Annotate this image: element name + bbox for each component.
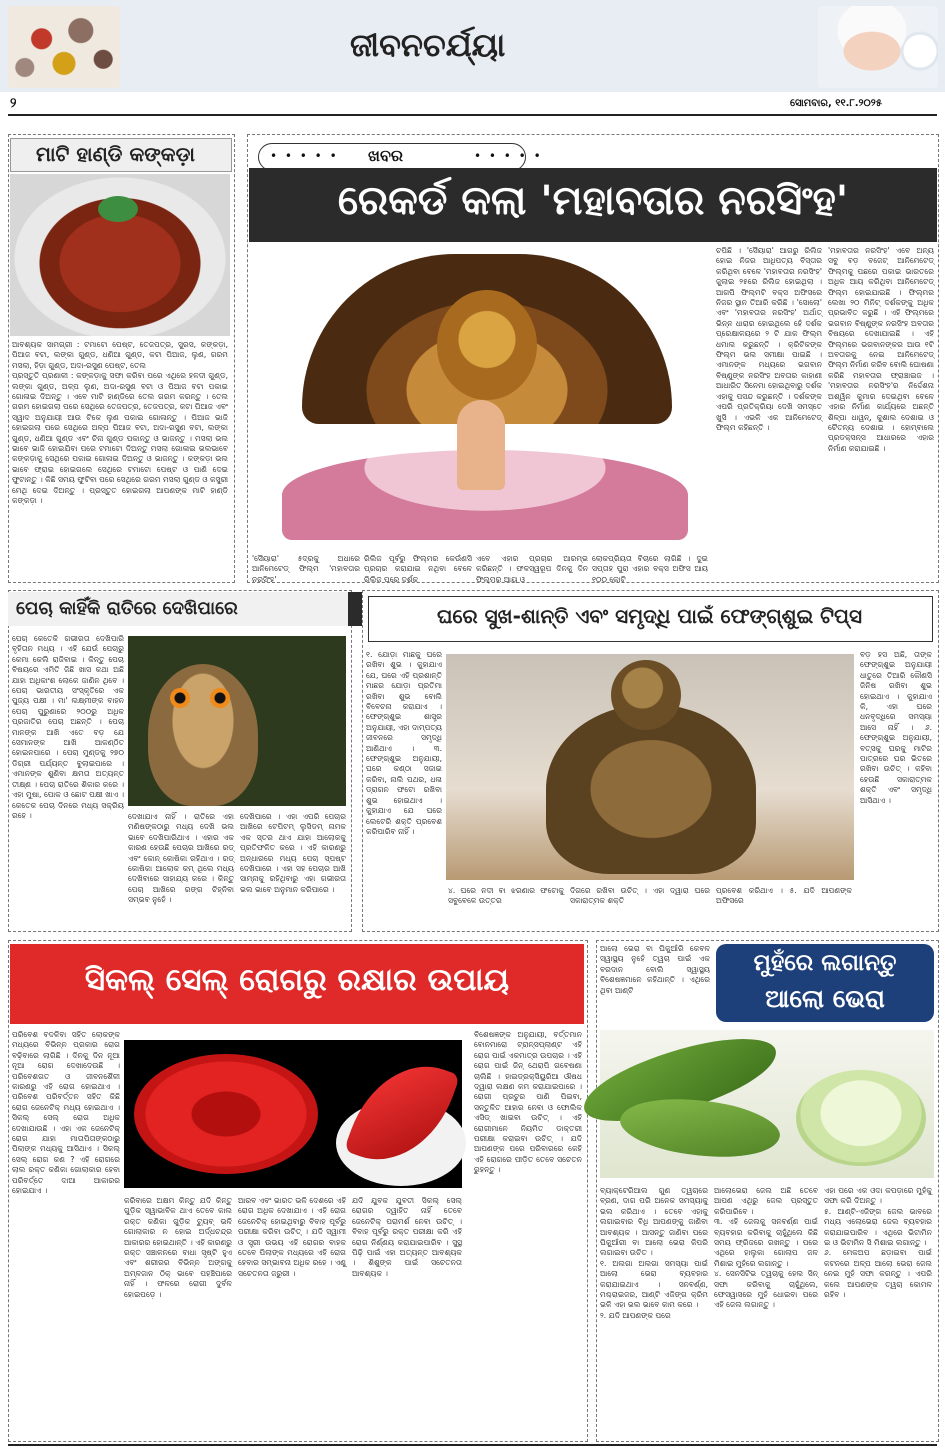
aloe-vera-image — [600, 1030, 934, 1178]
news-col-right-b: 'ମହାବତାର ନରସିଂହ' ଏବେ ଅନ୍ୟ ସବୁ ବଡ଼ ବଜେଟ୍ ଆନିମେଟେଡ୍ ଫିଲ୍ମକୁ ପଛରେ ପକାଇ ଭାରତରେ ଅଧିକ ଆୟ କରିଥିବା ଆନିମେଟେଡ୍ ଫିଲ୍ମ ହୋଇଯାଇଛି । ଫିଲ୍ମର ଲେଖା ୨୦ ମିନିଟ୍ ଦର୍ଶକଙ୍କୁ ଅଧିକ ପ୍ରଭାବିତ କରୁଛି । ଏହି ଫିଲ୍ମରେ ଭଗବାନ ବିଷ୍ଣୁଙ୍କ ନରସିଂହ ଅବତାର ବିଷୟରେ ଦେଖାଯାଇଛି । ଏହି ଫିଲ୍ମରେ ଭଗବାନଙ୍କର ଆଉ ୧ଟି ଅବତାରକୁ ନେଇ ଆନିମେଟେଡ୍ ଫିଲ୍ମ ନିର୍ମାଣ କରିବ ବୋଲି ଘୋଷଣା କରିଛି ମହାବତାର ଫ୍ରାଞ୍ଚାଇଜ । 'ମହାବତାର ନରସିଂହ'ର ନିର୍ଦ୍ଦେଶନା ଅଶ୍ୱିନ କୁମାର ଦେଇଥିବା ବେଳେ ଏହାର ନିର୍ମାଣ କାର୍ଯ୍ୟରେ ଅଛନ୍ତି ଶିଳ୍ପା ଧାୱନ୍, କୁଶାଲ ଦେଶାଇ ଓ ଚୈତନ୍ୟ ଦେଶାଇ । ହୋମ୍ବାଲେ ପ୍ରଡକ୍ସନ୍ସ ଆଧାରରେ ଏହାର ନିର୍ମାଣ କରାଯାଇଛି । — [828, 246, 934, 453]
aloe-col-3: ଏହା ପରେ ଏକ ଓଦା କପଡ଼ାରେ ମୁହଁକୁ ସଫା କରି ଦିଅନ୍ତୁ । ୫. ଆଣ୍ଟି-ଏଜିଙ୍ଗ ଜେଲ ଭାବରେ ମଧ୍ୟ ଏଲୋଭେରା ଜେଲ ବ୍ୟବହାର କରାଯାଇପାରିବ । ଏଥିରେ ଭିଟାମିନ ଇ ଓ ଭିଟାମିନ ସି ମିଶାଇ ଲଗାନ୍ତୁ । ୬. ମେକଅପ ଛଡ଼ାଇବା ପାଇଁ କଟନରେ ଅଳ୍ପ ଆଲୋ ଭେରା ଜେଲ ନେଇ ମୁହଁ ସଫା କରନ୍ତୁ । ଏପରି କଲେ ଆପଣଙ୍କ ତ୍ୱଚା କୋମଳ ରହିବ । — [824, 1186, 932, 1300]
sickle-col-4: ଯଦି ଯୁବକ ଯୁବତୀ ସିକଲ୍ ସେଲ୍ ରୋଗର ଦ୍ୱାହିତ ନାହିଁ ତେବେ ଜେନେଟିକ୍ ପରାମର୍ଶ ନେବା ଉଚିତ୍ । ବିବାହ ପୂର୍ବରୁ ରକ୍ତ ପରୀକ୍ଷା କରି ଏହି ରୋଗ ନିର୍ଣ୍ଣୟ କରାଯାଇପାରିବ । ସୁସ୍ଥ ପିଢ଼ି ପାଇଁ ଏହା ଅତ୍ୟନ୍ତ ଆବଶ୍ୟକ । ଶିଶୁଙ୍କ ପାଇଁ ସଚେତନତା ଆବଶ୍ୟକ । — [352, 1196, 462, 1278]
news-kicker-dots-left: • • • • • — [270, 149, 339, 163]
masthead-title: ଜୀବନଚର୍ଯ୍ୟା — [350, 26, 506, 64]
recipe-heading: ମାଟି ହାଣ୍ଡି କଙ୍କଡ଼ା — [36, 142, 195, 166]
owl-eye-left — [170, 688, 190, 708]
sickle-heading: ସିକଲ୍ ସେଲ୍ ରୋଗରୁ ରକ୍ଷାର ଉପାୟ — [84, 962, 510, 998]
fengshui-heading: ଘରେ ସୁଖ-ଶାନ୍ତି ଏବଂ ସମୃଦ୍ଧି ପାଇଁ ଫେଙ୍ଗ୍‌ଶୁଇ ଟିପ୍ସ — [436, 604, 863, 628]
crab-garnish — [98, 196, 138, 222]
red-blood-cells-image — [124, 1040, 462, 1188]
owl-col-3: ଦେଖିପାରେ । ଏହା ଏପରି ପେଚାର ଆଖିରେ ଟେପିଟମ୍ ଲୁସିଡମ୍ ନାମକ ଏକ ସ୍ତର ଥାଏ ଯାହା ଆଲୋକକୁ ପ୍ରତିଫଳିତ କରେ । ଏହି କାରଣରୁ ଅନ୍ଧାରରେ ମଧ୍ୟ ପେଚା ସ୍ପଷ୍ଟ ଦେଖିପାରେ । ଏହା ସହ ପେଚାର ଆଖି ସାମ୍ନାକୁ ରହିଥିବାରୁ ଏହା ଗଭୀରତା ଭଲ ଭାବେ ଅନୁମାନ କରିପାରେ । — [240, 812, 346, 894]
buddha-head — [611, 660, 681, 730]
sickle-col-2: କରିବାରେ ଅକ୍ଷମ କିନ୍ତୁ ଯଦି କିନ୍ତୁ ଗୁଡ଼ିକ ସ୍ୱାଭାବିକ ଥାଏ ତେବେ କାଲ ରକ୍ତ କଣିକା ଗୁଡ଼ିକ ଟ୍ୟୁବ୍ ଭଳି ଗୋଲାକାର ନ ହୋଇ ଅର୍ଦ୍ଧଚନ୍ଦ୍ର ଆକାରର ହୋଇଥାନ୍ତି । ଏହି କାରଣରୁ ରକ୍ତ ସଞ୍ଚାଳନରେ ବାଧା ସୃଷ୍ଟି ହୁଏ ଏବଂ ଶରୀରର ବିଭିନ୍ନ ଅଙ୍ଗକୁ ଅମ୍ଳଜାନ ଠିକ୍ ଭାବେ ପହଞ୍ଚିପାରେ ନାହିଁ । ଫଳରେ ରୋଗୀ ଦୁର୍ବଳ ହୋଇପଡ଼େ । — [124, 1196, 232, 1299]
fengshui-right-col: ବଡ଼ ହସ ଅଛି, ତାଙ୍କ ଫେଙ୍ଗ୍‌ଶୁଇ ଅନୁଯାୟୀ ଧାତୁରେ ତିଆରି କୌଣସି ଜିନିଷ ରଖିବା ଶୁଭ ହୋଇଥାଏ । କୁହାଯାଏ କି, ଏହା ଘରେ ଧନବୃଦ୍ଧିରେ ସମସ୍ୟା ଆସେ ନାହିଁ । ୬. ଫେଙ୍ଗ୍‌ଶୁଇ ଅନୁଯାୟୀ, ବତ୍ସକୁ ଘରକୁ ମାଟିର ପାତ୍ରରେ ଘର ଭିତରେ ରଖିବା ଉଚିତ୍ । କହିବା ହେଉଛି ସକାରାତ୍ମକ ଶକ୍ତି ଏବଂ ସମୃଦ୍ଧି ଆସିଥାଏ । — [860, 650, 932, 805]
news-col-right-a: ଚପିଛି । 'ସୈୟାରା' ଆଗରୁ ରିଲିଜ ହୋଇ ନିଜର ଆଧିପତ୍ୟ ବିସ୍ତାର କରିଥିବା ବେଳେ 'ମହାବତାର ନରସିଂହ' ଜୁଲାଇ ୨୫ରେ ରିଲିଜ ହୋଇଥିଲା । ଆଗପି ଫିଲ୍ମଟି ବକ୍ସ ଅଫିସରେ ନିଜର ସ୍ଥାନ ତିଆରି କରିଛି । 'ସୋଲୋ' ଏବଂ 'ମହାବତାର ନରସିଂହ' ଅର୍ଥାତ୍ ଭିନ୍ନ ଧାରାର ହୋଇଥିଲେ ହେଁ ଦର୍ଶକ ପ୍ରେକ୍ଷାଳୟରେ ୨ ଟି ଯାକ ଫିଲ୍ମ ଧମାଲ କରୁଛନ୍ତି । କ୍ରିଟିକଙ୍କ ଫିଲ୍ମ ଭଲ ସମୀକ୍ଷା ପାଇଛି । ଏମାନଙ୍କ ମଧ୍ୟରେ ଭଗବାନ ବିଷ୍ଣୁଙ୍କ ନରସିଂହ ଅବତାର କାହାଣୀ ଆଧାରିତ ସିନେମା ହୋଇଥିବାରୁ ଦର୍ଶକ ଏହାକୁ ପସନ୍ଦ କରୁଛନ୍ତି । ଦର୍ଶକଙ୍କ ଏପରି ପ୍ରତିକ୍ରିୟା ଦେଖି ସମସ୍ତେ ଖୁସି । ଏଭଳି ଏକ ଆନିମେଟେଡ୍ ଫିଲ୍ମ କହିଛନ୍ତି । — [716, 246, 822, 432]
normal-blood-cell — [134, 1054, 318, 1174]
owl-heading: ପେଚା କାହିଁକି ରାତିରେ ଦେଖିପାରେ — [16, 598, 238, 619]
sickle-col-3: ଆରବ ଏବଂ ଭାରତ ଭଳି ଦେଶରେ ଏହି ରୋଗ ଅଧିକ ଦେଖାଯାଏ । ଏହି ରୋଗ ଜେନେଟିକ୍ ହୋଇଥିବାରୁ ବିବାହ ପୂର୍ବରୁ ପରୀକ୍ଷା କରିବା ଉଚିତ୍ । ଯଦି ସ୍ୱାମୀ ଓ ସ୍ତ୍ରୀ ଉଭୟ ଏହି ରୋଗର ବାହକ ତେବେ ପିଲାଙ୍କ ମଧ୍ୟରେ ଏହି ରୋଗ ହେବାର ସମ୍ଭାବନା ଅଧିକ ରହେ । ଏଣୁ ସଚେତନତା ଜରୁରୀ । — [238, 1196, 346, 1278]
masthead-rule — [8, 114, 937, 116]
news-bottom-col-2: ରିଲିଜ ପୂର୍ବରୁ ଫିଲ୍ମର କେଉଁଣସି ପ୍ରଚାର କରାଯାଇ ନଥିବା ବେଳେ ରିଲିଜ ପରେ ଦର୍ଶକ — [364, 554, 472, 584]
prahlad-figure — [457, 400, 505, 490]
masthead-face-image — [818, 6, 938, 88]
footer-rule — [8, 1444, 937, 1446]
recipe-text: ଆବଶ୍ୟକ ସାମଗ୍ରୀ : ଟମାଟୋ ପେଷ୍ଟ, ତେଜପତ୍ର, ସୁରସ, କଙ୍କଡ଼ା, ପିଆଜ ବଟା, ଲଙ୍କା ଗୁଣ୍ଡ, ଧଣିଆ ଗୁଣ୍ଡ, କଟା ପିଆଜ, ଲୁଣ, ଗରମ ମସଲା, ହିଡ଼ା ଗୁଣ୍ଡ, ଅଦା-ରସୁଣ ପେଷ୍ଟ, ତେଲ ପ୍ରସ୍ତୁତି ପ୍ରଣାଳୀ : କଙ୍କଡ଼ାକୁ ସଫା କରିବା ପରେ ଏଥିରେ ହଳଦୀ ଗୁଣ୍ଡ, ଲଙ୍କା ଗୁଣ୍ଡ, ଅଳ୍ପ ଲୁଣ, ଅଦା-ରସୁଣ ବଟା ଓ ପିଆଜ ବଟା ପକାଇ ଗୋଳାଇ ଦିଅନ୍ତୁ । ଏବେ ମାଟି ହାଣ୍ଡିରେ ତେଲ ଗରମ କରନ୍ତୁ । ତେଲ ଗରମ ହୋଇଗଲା ପରେ ସେଥିରେ ତେଜପତ୍ର, ତେଜପତ୍ର, କଟା ପିଆଜ ଏବଂ ସ୍ୱାଦ ଅନୁଯାୟୀ ଆଉ ଟିକେ ଲୁଣ ପକାଇ ଗୋଳାନ୍ତୁ । ପିଆଜ ଭାଜି ହୋଇଗଲା ପରେ ସେଥିରେ ଅଳ୍ପ ପିଆଜ ବଟା, ଅଦା-ରସୁଣ ବଟା, ଲଙ୍କା ଗୁଣ୍ଡ, ଧଣିଆ ଗୁଣ୍ଡ ଏବଂ ଚିନା ଗୁଣ୍ଡ ପକାନ୍ତୁ ଓ ଭାଜନ୍ତୁ । ମସଲା ଭଲ ଭାବେ ଭାଜି ହୋଇଯିବା ପରେ ଟମାଟୋ ଦିଅନ୍ତୁ ମସଲା ଗୋଳାଇ ଭଲଭାବେ କଙ୍କଡ଼ାକୁ ସେଥିରେ ପକାଇ ଗୋଳାଇ ଦିଅନ୍ତୁ ଓ ଭାଜନ୍ତୁ । କଙ୍କଡ଼ା ଭଲ ଭାବେ ଫ୍ରାଇ ହୋଇଗଲେ ସେଥିରେ ଟମାଟୋ ପେଷ୍ଟ ଓ ପାଣି ଦେଇ ଫୁଟାନ୍ତୁ । କିଛି ସମୟ ଫୁଟିବା ପରେ ସେଥିରେ ଗରମ ମସଲା ଗୁଣ୍ଡ ଓ କସୁରୀ ମେଥି ଦେଇ ଦିଅନ୍ତୁ । ପ୍ରସ୍ତୁତ ହୋଇଗଲା ଆପଣଙ୍କ ମାଟି ହାଣ୍ଡି କଙ୍କଡ଼ା । — [12, 340, 228, 506]
aloe-heading-line1: ମୁହଁରେ ଲଗାନ୍ତୁ — [753, 950, 897, 976]
news-kicker: ଖବର — [368, 146, 404, 165]
fengshui-bottom-2: ଦିଗରେ ରଖିବା ଉଚିତ୍ । ଏହା ଦ୍ୱାରା ଘରେ ସକାରାତ୍ମକ ଶକ୍ତି — [570, 886, 710, 906]
owl-body — [148, 664, 258, 806]
owl-eye-right — [210, 688, 230, 708]
owl-image — [128, 636, 346, 806]
page-date: ସୋମବାର, ୧୧.୮.୨୦୨୫ — [790, 98, 882, 109]
news-headline: ରେକର୍ଡ କଲା 'ମହାବତାର ନରସିଂହ' — [337, 178, 849, 224]
sickle-col-5: ବିଶେଷଜ୍ଞଙ୍କ ଅନୁଯାୟୀ, ବର୍ତ୍ତମାନ ବୋନମାରୋ ଟ୍ରାନ୍ସପ୍ଲାଣ୍ଟ ଏହି ରୋଗ ପାଇଁ ଏକମାତ୍ର ଉପଚାର । ଏହି ରୋଗ ପାଇଁ ଜିନ୍ ଥେରାପି ଗବେଷଣା ଚାଲିଛି । ହାଇଡ୍ରକ୍ସିୟୁରିଆ ଔଷଧ ଦ୍ୱାରା ଲକ୍ଷଣ କମ କରାଯାଇପାରେ । ରୋଗୀ ପ୍ରଚୁର ପାଣି ପିଇବା, ସନ୍ତୁଳିତ ଆହାର ନେବା ଓ ଫୋଲିକ ଏସିଡ୍ ଖାଇବା ଉଚିତ୍ । ଏହି ରୋଗୀମାନେ ନିୟମିତ ଡାକ୍ତରୀ ପରୀକ୍ଷା କରାଇବା ଉଚିତ୍ । ଯଦି ଆପଣଙ୍କ ପରେ ପରିବାରରେ କେହି ଏହି ରୋଗରେ ପୀଡ଼ିତ ତେବେ ସଚେତନ ରୁହନ୍ତୁ । — [474, 1030, 582, 1175]
aloe-col-2: ଆଲୋଭେରା ଜେଲ ଅଛି ତେବେ ଆପଣ ଏଥିରୁ ଜେଲ ପ୍ରସ୍ତୁତ କରିପାରିବେ । ୩. ଏହି ଜେଲକୁ ସନବର୍ଣ୍ଣ ପାଇଁ ବ୍ୟବହାର କରିବାକୁ ଚାହୁଁଥିଲେ କିଛି ସମୟ ଫ୍ରିଜରେ ରଖନ୍ତୁ । ପରେ ଏଥିରେ ହାଲୁକା ଗୋଲାପ ଜଳ ମିଶାଇ ମୁହଁରେ ଲଗାନ୍ତୁ । ୪. ସେନସିଟିଭ ତ୍ୱଚାକୁ ହେଲ ସିନ୍ ସଫା କରିବାକୁ ଚାହୁଁଥିଲେ, ଫେସୱାସରେ ମୁହଁ ଧୋଇବା ପରେ ଏହି ଜେଲ ଲଗାନ୍ତୁ । — [714, 1186, 818, 1310]
aloe-heading-line2: ଆଲୋ ଭେରା — [765, 984, 885, 1013]
news-kicker-dots-right: • • • • • — [474, 149, 543, 163]
owl-col-2: ଦେଖାଯାଏ ନାହିଁ । ରାତିରେ ଏହା ମଣିଷଙ୍କଠାରୁ ମଧ୍ୟ ଦେଖି ଭଲ ଭାବେ ଦେଖିପାରିଥାଏ । ଏହାର ଏକ କାରଣ ହେଉଛି ପେଚାର ଆଖିରେ ରଡ୍ ଏବଂ କୋନ୍ କୋଷିକା ରହିଥାଏ । ରଡ୍ କୋଷିକା ଆଲୋକ କମ୍ ଥିଲେ ମଧ୍ୟ ଦେଖିବାରେ ସାହାଯ୍ୟ କରେ । କିନ୍ତୁ ପେଚା ଆଖିରେ ରଙ୍ଗ ଚିହ୍ନିବା ସମ୍ଭବ ନୁହେଁ । — [128, 812, 234, 905]
laughing-buddha-image — [446, 654, 854, 880]
aloe-intro: ଆଲୋ ଭେରା ବା ଘିକୁଆଁରି କେବଳ ସ୍ୱାସ୍ଥ୍ୟ ନୁହେଁ ତ୍ୱଚା ପାଇଁ ଏକ ବରଦାନ ବୋଲି ସ୍ୱାସ୍ଥ୍ୟ ବିଶେଷଜ୍ଞମାନେ କହିଥାନ୍ତି । ଏଥିରେ ଥିବା ଆଣ୍ଟି — [600, 944, 710, 995]
fengshui-bottom-1: ୪. ଘରେ ନଦୀ ବା ଝରଣାର ଫଟୋକୁ ସବୁବେଳେ ଉତ୍ତର — [448, 886, 564, 906]
aloe-col-1: ବ୍ୟାକ୍ଟେରିଆଲ ଗୁଣ ତ୍ୱଚାରେ ବ୍ରଣ, ଦାଗ ପରି ଅନେକ ସମସ୍ୟାକୁ ଭଲ କରିଥାଏ । ତେବେ ଏହାକୁ ଲଗାଇବାର ବିଧି ଆପଣଙ୍କୁ ଜାଣିବା ଆବଶ୍ୟକ । ଆସନ୍ତୁ ଜାଣିବା ପରେ ଘିକୁଆଁରୀ ବା ଆଲୋ ଭେରା କିପରି ଲଗାଇବା ଉଚିତ । ୧. ଅଲଗା ଅଲଗା ସମସ୍ୟା ପାଇଁ ଆଲୋ ଭେରା ବ୍ୟବହାର କରାଯାଇଥାଏ । ସନବର୍ଣ୍ଣ, ମଶ୍ଚରାଇଜର, ଆଣ୍ଟି ଏଜିଙ୍ଗ କ୍ରିମ ଭଳି ଏହା ଭଲ ଭାବେ କାମ କରେ । ୨. ଯଦି ଆପଣଙ୍କ ପରେ — [600, 1186, 708, 1320]
lion-face — [437, 290, 537, 400]
fengshui-bottom-3: ପ୍ରବେଶ କରିଥାଏ । ୫. ଯଦି ଆପଣଙ୍କ ଅଫିସରେ — [716, 886, 852, 906]
narsimha-film-image — [262, 250, 708, 550]
page-number: ୨ — [10, 96, 17, 111]
news-bottom-col-1: 'ସୈୟାରା' ୫ଦ୍ରକୁ ଅଧାରେ ଆନିମେଟେଡ୍ ଫିଲ୍ମ 'ମହାବତାର ନରସିଂହ' — [252, 554, 360, 584]
fengshui-left-col: ୧. ଯୋଡ଼ା ମାଛକୁ ଘରେ ରଖିବା ଶୁଭ । କୁହାଯାଏ ଯେ, ଘରେ ଏହି ପ୍ରଶାନ୍ତି ମାଛର ଯୋଡ଼ା ପ୍ରତିମା ରଖିବା ଶୁଭ ବୋଲି ବିବେଚନା କରାଯାଏ । ଫେଙ୍ଗ୍‌ଶୁଇ ଶାସ୍ତ୍ର ଅନୁଯାୟୀ, ଏହା ଦାମ୍ପତ୍ୟ ଜୀବନରେ ସମୃଦ୍ଧି ଆଣିଥାଏ । ୩. ଫେଙ୍ଗ୍‌ଶୁଇ ଅନୁଯାୟୀ, ଘରେ କଣ୍ଠା ସଜାଇ କରିବା, ନାଲି ପଥର, ଧଳା ଡ୍ରାଗନ ଫଟୋ ରଖିବା ଶୁଭ ହୋଇଥାଏ । କୁହାଯାଏ ଯେ ଘରେ ଲେଟେରି ଶକ୍ତି ପ୍ରବେଶ କରିପାରିବ ନାହିଁ । — [366, 650, 442, 836]
news-bottom-col-4: ଲୋକପ୍ରିୟତା ବିଚାରେ ଲାଗିଛି । ଦୁଇ ସପ୍ତାହ ପୁରା ଏହାର ବକ୍ସ ଅଫିସ ଆୟ ୧୦୦ କୋଟି — [592, 554, 708, 584]
sickle-col-1: ପରିବେଶ ବଦଳିବା ସହିତ ଲୋକଙ୍କ ମଧ୍ୟରେ ବିଭିନ୍ନ ପ୍ରକାର ରୋଗ ବଢ଼ିବାରେ ଲାଗିଛି । ଦିନକୁ ଦିନ ନୂଆ ନୂଆ ରୋଗ ଦେଖାଦେଉଛି । ପରିବେଶଗତ ଓ ଜୀବନଶୈଳୀ କାରଣରୁ ଏହି ରୋଗ ହୋଇଥାଏ । ପରିବେଶ ପରିବର୍ତ୍ତନ ସହିତ କିଛି ରୋଗ ଜେନେଟିକ୍ ମଧ୍ୟ ହୋଇଥାଏ । ସିକଲ୍ ସେଲ୍ ରୋଗ ଅଧିକ ଦେଖାଯାଉଛି । ଏହା ଏକ ଜେନେଟିକ୍ ରୋଗ ଯାହା ମାତାପିତାଙ୍କଠାରୁ ପିଲାଙ୍କ ମଧ୍ୟକୁ ଆସିଥାଏ । ସିକଲ୍ ସେଲ୍ ରୋଗ କଣ ? ଏହି ରୋଗରେ ଲାଲ ରକ୍ତ କଣିକା ଗୋଲାକାର ହେବା ପରିବର୍ତ୍ତେ ଦାଆ ଆକାରର ହୋଇଯାଏ । — [12, 1030, 120, 1196]
news-bottom-col-3: ଏବେ ଏହାର ପ୍ରଚାର ଆରମ୍ଭ କରିଛନ୍ତି । ଫଳସ୍ୱରୂପ ଦିନକୁ ଦିନ ଫିଲ୍ମର ଆୟ ଓ — [476, 554, 588, 584]
masthead-spices-image — [8, 6, 120, 88]
aloe-gel-bowl — [796, 1070, 926, 1166]
owl-col-1: ପେଚା କେତେକି ଗଭୀରତା ଦେଖିପାରି ବୃହିତାନ ମଧ୍ୟ । ଏହି ଯେଉଁ ପେଚାରୁ କେମା କେଲି ରାଜିବାଇ । କିନ୍ତୁ ପେଚା ବିଷୟରେ ଏମିତି ଜିଛି ଖାସ କଥା ଅଛି ଯାହା ଅଧିକାଂଶ ଲୋକେ ଜାଣିନ ଥିବେ । ପେଚା ଭାରତୀୟ ସଂସ୍କୃତିରେ ଏକ ପୁଜ୍ୟ ପକ୍ଷୀ । ମା' ଲକ୍ଷ୍ମୀଙ୍କ ବାହନ ପେଚା ପୁରୁଣାରେ ୨୦୦ରୁ ଅଧିକ ପ୍ରଜାତିର ପେଚା ଅଛନ୍ତି । ପେଚା ମାନଙ୍କ ଆଖି ଏତେ ବଡ଼ ଯେ ସେମାନଙ୍କ ଆଖି ଆକଣ୍ଠିତ ହୋଇନପାରେ । ପେଚା ମୁଣ୍ଡକୁ ୨୭୦ ଡିଗ୍ରୀ ପର୍ଯ୍ୟନ୍ତ ବୁଲାଇପାରେ । ଏମାନଙ୍କ ଶୁଣିବା କ୍ଷମତା ଅତ୍ୟନ୍ତ ତୀକ୍ଷ୍ଣ । ପେଚା ରାତିରେ ଶିକାର କରେ । ଏହା ମୁଷା, ପୋକ ଓ ଛୋଟ ପକ୍ଷୀ ଖାଏ । କେତେକ ପେଚା ଦିନରେ ମଧ୍ୟ ସକ୍ରିୟ ରହେ । — [12, 634, 124, 820]
